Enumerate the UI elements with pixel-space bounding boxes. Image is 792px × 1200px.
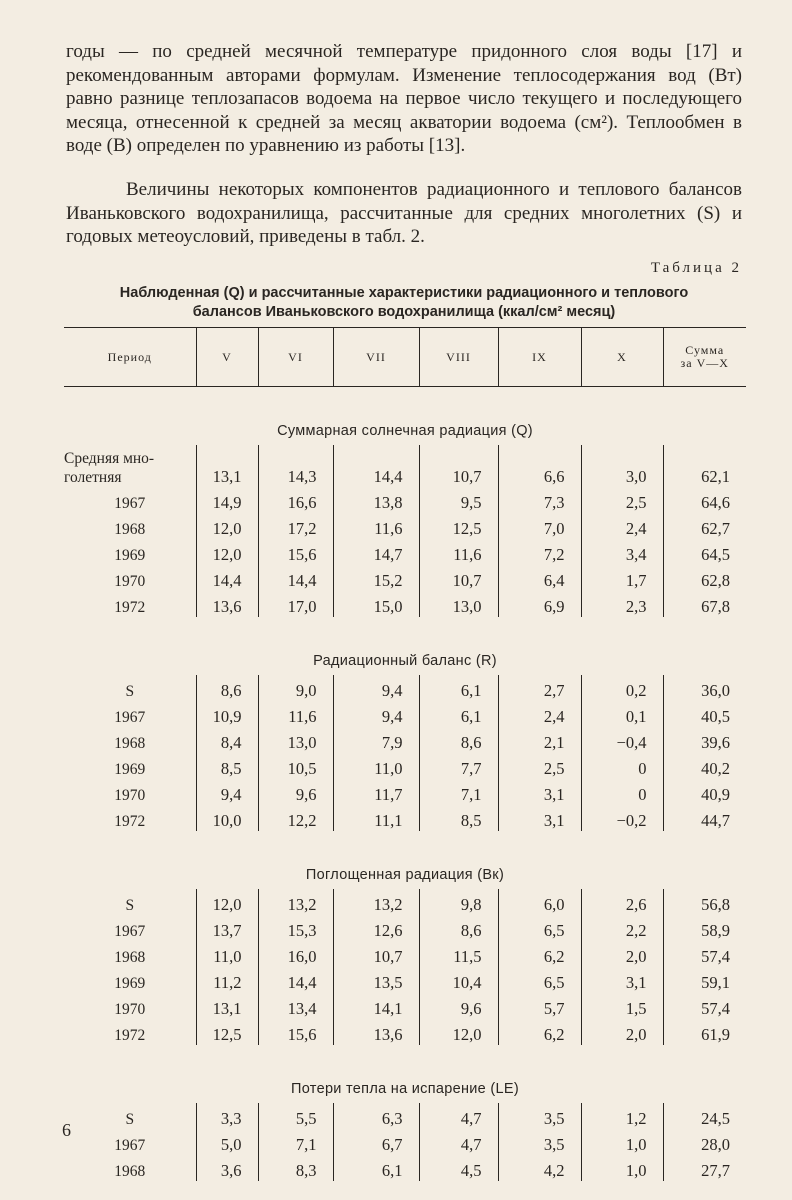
table-cell: 7,2	[498, 539, 581, 565]
table-row	[64, 779, 746, 805]
table-cell: 17,2	[258, 513, 333, 539]
table-cell: 15,0	[333, 591, 419, 617]
row-label: 1969	[114, 975, 146, 992]
table-caption-line-1: Наблюденная (Q) и рассчитанные характеристики радиационного и теплового	[119, 285, 689, 301]
table-row	[64, 445, 746, 487]
table-cell: 13,5	[333, 967, 419, 993]
table-cell: 3,6	[196, 1155, 258, 1181]
table-cell: 7,1	[258, 1129, 333, 1155]
table-cell: 9,5	[419, 487, 498, 513]
table-cell: 9,4	[333, 675, 419, 701]
table-cell: 64,5	[663, 539, 746, 565]
row-label: 1968	[114, 521, 146, 538]
table-cell: 13,1	[196, 445, 258, 487]
table-cell: 11,6	[258, 701, 333, 727]
row-label: 1969	[114, 761, 146, 778]
table-cell: 13,2	[258, 889, 333, 915]
header-month-6: VI	[258, 328, 333, 387]
row-label: S	[125, 897, 135, 914]
table-cell: 6,7	[333, 1129, 419, 1155]
table-cell: 11,5	[419, 941, 498, 967]
table-cell: 16,0	[258, 941, 333, 967]
table-row	[64, 1103, 746, 1129]
table-cell: 7,0	[498, 513, 581, 539]
table-cell: 27,7	[663, 1155, 746, 1181]
section-title-row	[64, 387, 746, 446]
table-cell: 17,0	[258, 591, 333, 617]
table-cell: 2,3	[581, 591, 663, 617]
table-cell: 1,7	[581, 565, 663, 591]
table-cell: 64,6	[663, 487, 746, 513]
table-cell: 6,4	[498, 565, 581, 591]
table-cell: −0,2	[581, 805, 663, 831]
table-cell: 40,5	[663, 701, 746, 727]
table-cell: 58,9	[663, 915, 746, 941]
table-row	[64, 993, 746, 1019]
table-cell: 6,1	[419, 701, 498, 727]
header-sum-line-1: Сумма	[685, 343, 725, 357]
table-cell: 40,2	[663, 753, 746, 779]
table-cell: 9,6	[419, 993, 498, 1019]
row-label: 1969	[114, 547, 146, 564]
table-cell: 6,1	[419, 675, 498, 701]
table-cell: 0,1	[581, 701, 663, 727]
table-cell: 5,7	[498, 993, 581, 1019]
table-cell: 12,6	[333, 915, 419, 941]
table-label: Таблица 2	[650, 260, 742, 276]
row-label: S	[125, 1111, 135, 1128]
table-cell: 9,4	[196, 779, 258, 805]
table-cell: 4,5	[419, 1155, 498, 1181]
table-row	[64, 591, 746, 617]
table-cell: 40,9	[663, 779, 746, 805]
table-cell: 2,0	[581, 1019, 663, 1045]
table-cell: 14,4	[333, 445, 419, 487]
table-cell: 3,1	[581, 967, 663, 993]
table-cell: 13,2	[333, 889, 419, 915]
table-cell: 2,6	[581, 889, 663, 915]
table-cell: −0,4	[581, 727, 663, 753]
table-cell: 13,6	[333, 1019, 419, 1045]
header-month-7: VII	[333, 328, 419, 387]
table-cell: 0	[581, 753, 663, 779]
table-cell: 44,7	[663, 805, 746, 831]
table-cell: 7,7	[419, 753, 498, 779]
section-title: Суммарная солнечная радиация (Q)	[277, 423, 533, 439]
paragraph-2: Величины некоторых компонентов радиационного и теплового балансов Иваньковского водохранилища, рассчитанные для средних многолетних (S) и годовых метеоусловий, приведены в табл. 2.	[66, 179, 742, 248]
table-cell: 3,3	[196, 1103, 258, 1129]
row-label: 1968	[114, 949, 146, 966]
table-cell: 9,0	[258, 675, 333, 701]
table-cell: 12,0	[419, 1019, 498, 1045]
row-label-line-2: голетняя	[64, 469, 122, 486]
table-cell: 62,8	[663, 565, 746, 591]
table-cell: 13,0	[258, 727, 333, 753]
table-cell: 3,4	[581, 539, 663, 565]
table-cell: 4,7	[419, 1103, 498, 1129]
row-label: 1967	[114, 1137, 146, 1154]
section-title-row	[64, 831, 746, 889]
table-cell: 6,5	[498, 915, 581, 941]
table-cell: 14,4	[196, 565, 258, 591]
table-cell: 7,3	[498, 487, 581, 513]
table-cell: 0	[581, 779, 663, 805]
table-cell: 12,0	[196, 889, 258, 915]
row-label: 1970	[114, 787, 146, 804]
row-label: 1972	[114, 1027, 146, 1044]
table-cell: 14,3	[258, 445, 333, 487]
table-header-row	[64, 328, 746, 387]
table-cell: 5,5	[258, 1103, 333, 1129]
table-cell: 62,1	[663, 445, 746, 487]
section-title: Радиационный баланс (R)	[313, 653, 497, 669]
table-cell: 15,6	[258, 1019, 333, 1045]
table-cell: 12,0	[196, 539, 258, 565]
table-cell: 28,0	[663, 1129, 746, 1155]
table-row	[64, 513, 746, 539]
table-row	[64, 805, 746, 831]
table-cell: 67,8	[663, 591, 746, 617]
table-cell: 12,5	[419, 513, 498, 539]
table-cell: 61,9	[663, 1019, 746, 1045]
table-cell: 13,8	[333, 487, 419, 513]
table-row	[64, 1129, 746, 1155]
row-label: 1972	[114, 599, 146, 616]
table-row	[64, 565, 746, 591]
header-month-10: X	[581, 328, 663, 387]
row-label: 1970	[114, 573, 146, 590]
table-cell: 4,2	[498, 1155, 581, 1181]
table-cell: 7,1	[419, 779, 498, 805]
table-cell: 15,2	[333, 565, 419, 591]
table-row	[64, 967, 746, 993]
table-cell: 6,0	[498, 889, 581, 915]
table-row	[64, 675, 746, 701]
table-cell: 14,4	[258, 565, 333, 591]
row-label: 1967	[114, 923, 146, 940]
table-cell: 59,1	[663, 967, 746, 993]
table-cell: 2,4	[581, 513, 663, 539]
table-cell: 2,0	[581, 941, 663, 967]
table-cell: 13,6	[196, 591, 258, 617]
table-cell: 0,2	[581, 675, 663, 701]
table-cell: 6,6	[498, 445, 581, 487]
table-cell: 8,5	[196, 753, 258, 779]
table-cell: 11,0	[196, 941, 258, 967]
table-cell: 10,5	[258, 753, 333, 779]
table-row	[64, 727, 746, 753]
table-row	[64, 539, 746, 565]
section-title: Потери тепла на испарение (LE)	[291, 1081, 519, 1097]
header-sum	[663, 328, 746, 387]
table-cell: 57,4	[663, 993, 746, 1019]
table-cell: 13,7	[196, 915, 258, 941]
table-cell: 15,3	[258, 915, 333, 941]
table-cell: 2,4	[498, 701, 581, 727]
table-cell: 4,7	[419, 1129, 498, 1155]
table-cell: 24,5	[663, 1103, 746, 1129]
table-cell: 1,2	[581, 1103, 663, 1129]
table-cell: 13,4	[258, 993, 333, 1019]
table-cell: 3,1	[498, 779, 581, 805]
section-title-row	[64, 1045, 746, 1103]
header-month-8: VIII	[419, 328, 498, 387]
table-cell: 6,9	[498, 591, 581, 617]
table-cell: 15,6	[258, 539, 333, 565]
table-row	[64, 889, 746, 915]
row-label	[64, 445, 196, 487]
header-sum-line-2: за V—X	[680, 356, 729, 370]
section-title: Поглощенная радиация (Bк)	[305, 867, 505, 883]
table-cell: 8,6	[419, 915, 498, 941]
table-cell: 8,6	[419, 727, 498, 753]
data-table	[64, 327, 746, 1181]
table-cell: 2,1	[498, 727, 581, 753]
table-row	[64, 487, 746, 513]
table-cell: 3,5	[498, 1129, 581, 1155]
table-cell: 8,5	[419, 805, 498, 831]
table-caption	[66, 284, 742, 322]
row-label: S	[125, 683, 135, 700]
table-row	[64, 941, 746, 967]
table-cell: 10,7	[419, 565, 498, 591]
row-label: 1972	[114, 813, 146, 830]
table-cell: 2,2	[581, 915, 663, 941]
table-row	[64, 1155, 746, 1181]
table-cell: 10,7	[333, 941, 419, 967]
table-cell: 6,5	[498, 967, 581, 993]
table-cell: 10,7	[419, 445, 498, 487]
table-cell: 6,3	[333, 1103, 419, 1129]
table-row	[64, 701, 746, 727]
table-cell: 11,7	[333, 779, 419, 805]
table-cell: 9,8	[419, 889, 498, 915]
table-row	[64, 753, 746, 779]
page-number: 6	[62, 1120, 71, 1140]
table-cell: 12,2	[258, 805, 333, 831]
table-cell: 3,0	[581, 445, 663, 487]
table-cell: 10,4	[419, 967, 498, 993]
table-cell: 2,5	[581, 487, 663, 513]
row-label: 1970	[114, 1001, 146, 1018]
table-cell: 16,6	[258, 487, 333, 513]
table-cell: 36,0	[663, 675, 746, 701]
table-cell: 14,7	[333, 539, 419, 565]
table-cell: 2,7	[498, 675, 581, 701]
table-cell: 10,0	[196, 805, 258, 831]
header-month-5: V	[196, 328, 258, 387]
row-label: 1967	[114, 495, 146, 512]
table-cell: 14,1	[333, 993, 419, 1019]
table-cell: 1,0	[581, 1129, 663, 1155]
table-cell: 11,2	[196, 967, 258, 993]
table-cell: 5,0	[196, 1129, 258, 1155]
header-period: Период	[64, 328, 196, 387]
table-cell: 3,1	[498, 805, 581, 831]
table-cell: 12,0	[196, 513, 258, 539]
table-cell: 8,3	[258, 1155, 333, 1181]
table-cell: 13,0	[419, 591, 498, 617]
table-cell: 14,4	[258, 967, 333, 993]
row-label: 1967	[114, 709, 146, 726]
table-cell: 8,4	[196, 727, 258, 753]
table-cell: 62,7	[663, 513, 746, 539]
table-cell: 11,6	[419, 539, 498, 565]
table-cell: 57,4	[663, 941, 746, 967]
table-cell: 39,6	[663, 727, 746, 753]
table-cell: 6,2	[498, 1019, 581, 1045]
table-cell: 2,5	[498, 753, 581, 779]
table-cell: 56,8	[663, 889, 746, 915]
header-month-9: IX	[498, 328, 581, 387]
table-cell: 11,0	[333, 753, 419, 779]
table-cell: 12,5	[196, 1019, 258, 1045]
table-cell: 1,5	[581, 993, 663, 1019]
table-cell: 14,9	[196, 487, 258, 513]
table-cell: 6,1	[333, 1155, 419, 1181]
table-row	[64, 1019, 746, 1045]
row-label: 1968	[114, 735, 146, 752]
table-cell: 3,5	[498, 1103, 581, 1129]
table-row	[64, 915, 746, 941]
table-cell: 7,9	[333, 727, 419, 753]
table-cell: 9,6	[258, 779, 333, 805]
table-cell: 8,6	[196, 675, 258, 701]
table-cell: 9,4	[333, 701, 419, 727]
paragraph-1: годы — по средней месячной температуре придонного слоя воды [17] и рекомендованным авторами формулам. Изменение теплосодержания вод (Bт) равно разнице теплозапасов водоема на первое число текущего и последующего месяца, отнесенной к средней за месяц акватории водоема (см²). Теплообмен в воде (B) определен по уравнению из работы [13].	[66, 41, 742, 157]
table-cell: 11,1	[333, 805, 419, 831]
table-cell: 10,9	[196, 701, 258, 727]
table-cell: 1,0	[581, 1155, 663, 1181]
section-title-row	[64, 617, 746, 675]
table-cell: 11,6	[333, 513, 419, 539]
table-cell: 6,2	[498, 941, 581, 967]
row-label: 1968	[114, 1163, 146, 1180]
table-caption-line-2: балансов Иваньковского водохранилища (ккал/см² месяц)	[192, 304, 616, 320]
table-cell: 13,1	[196, 993, 258, 1019]
row-label-line-1: Средняя мно-	[64, 450, 155, 467]
